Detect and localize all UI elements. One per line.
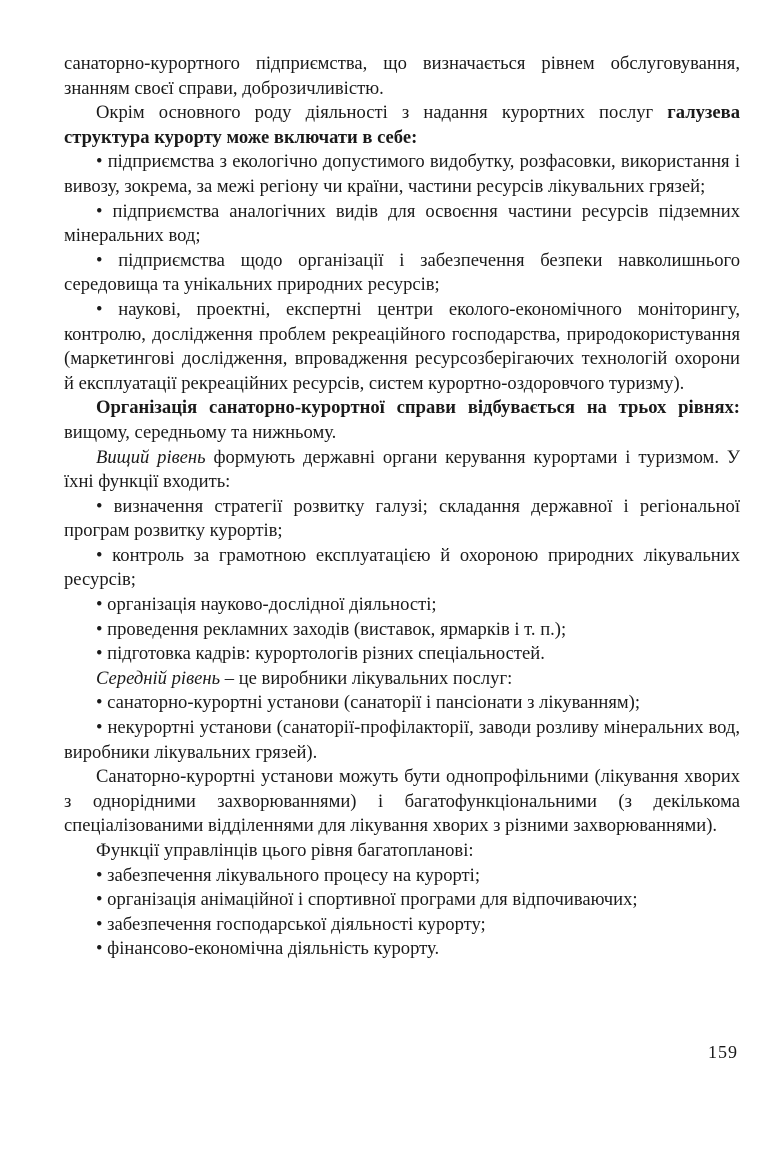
page-text <box>64 52 740 962</box>
bullet-item: • забезпечення господарської діяльності курорту; <box>96 913 486 935</box>
paragraph-functions: Функції управлінців цього рівня багатопланові: <box>96 840 474 861</box>
middle-level-term: Середній рівень <box>96 667 221 689</box>
bullet-item: • підготовка кадрів: курортологів різних спеціальностей. <box>96 643 545 665</box>
higher-level-text: формують державні органи керування курортами і туризмом. У їхні функції входить: <box>64 446 740 493</box>
paragraph-intro <box>64 101 740 150</box>
bullet-item: • визначення стратегії розвитку галузі; складання державної і регіональної програм розвитку курортів; <box>64 495 740 542</box>
bullet-item: • підприємства щодо організації і забезпечення безпеки навколишнього середовища та унікальних природних ресурсів; <box>64 249 740 296</box>
levels-text: вищому, середньому та нижньому. <box>64 421 337 443</box>
paragraph-institutions: Санаторно-курортні установи можуть бути однопрофільними (лікування хворих з однорідними захворюваннями) і багатофункціональними (з декількома спеціалізованими відділеннями для лікування хворих з різними захворюваннями). <box>64 766 740 837</box>
bullet-item: • підприємства аналогічних видів для освоєння частини ресурсів підземних мінеральних вод; <box>64 200 740 247</box>
bullet-item: • санаторно-курортні установи (санаторії і пансіонати з лікуванням); <box>96 692 641 714</box>
levels-bold-text: Організація санаторно-курортної справи відбувається на трьох рівнях: <box>96 397 740 419</box>
bullet-item: • організація науково-дослідної діяльності; <box>96 594 437 616</box>
page-number: 159 <box>708 1042 738 1062</box>
paragraph-middle-level <box>64 667 740 692</box>
bullet-item: • контроль за грамотною експлуатацією й охороною природних лікувальних ресурсів; <box>64 544 740 591</box>
paragraph-continuation: санаторно-курортного підприємства, що визначається рівнем обслуговування, знанням своєї справи, доброзичливістю. <box>64 53 740 99</box>
bullet-item: • забезпечення лікувального процесу на курорті; <box>96 864 481 886</box>
paragraph-levels <box>64 396 740 445</box>
paragraph-higher-level <box>64 446 740 495</box>
bullet-item: • організація анімаційної і спортивної програми для відпочиваючих; <box>96 889 638 911</box>
bullet-item: • фінансово-економічна діяльність курорту. <box>96 938 440 960</box>
bullet-item: • підприємства з екологічно допустимого видобутку, розфасовки, використання і вивозу, зокрема, за межі регіону чи країни, частини ресурсів лікувальних грязей; <box>64 151 740 197</box>
intro-bold-text: галузева структура курорту може включати в себе: <box>64 102 740 148</box>
higher-level-term: Вищий рівень <box>96 446 206 468</box>
bullet-item: • некурортні установи (санаторії-профілакторії, заводи розливу мінеральних вод, виробники лікувальних грязей). <box>64 717 740 763</box>
bullet-item: • проведення рекламних заходів (виставок, ярмарків і т. п.); <box>96 618 567 640</box>
intro-text: Окрім основного роду діяльності з надання курортних послуг <box>96 102 668 124</box>
bullet-item: • наукові, проектні, експертні центри еколого-економічного моніторингу, контролю, дослідження проблем рекреаційного господарства, природокористування (маркетингові дослідження, впровадження ресурсозберігаючих технологій охорони й експлуатації рекреаційних ресурсів, систем курортно-оздоровчого туризму). <box>64 298 740 394</box>
middle-level-text: – це виробники лікувальних послуг: <box>220 667 513 689</box>
